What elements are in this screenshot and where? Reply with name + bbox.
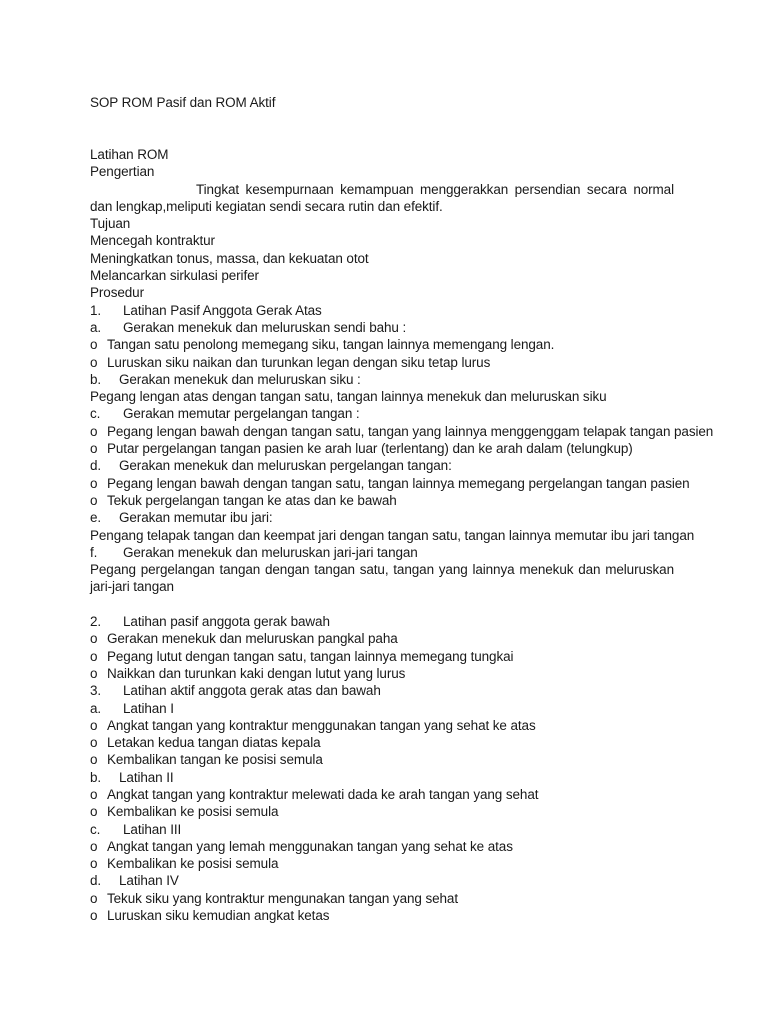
label-prosedur: Prosedur [90, 285, 144, 301]
section-1-heading: 1. Latihan Pasif Anggota Gerak Atas [90, 302, 322, 318]
subsection-e-heading: e. Gerakan memutar ibu jari: [90, 510, 273, 526]
section-3-heading: 3. Latihan aktif anggota gerak atas dan bawah [90, 683, 381, 699]
list-item: o Angkat tangan yang kontraktur melewati dada ke arah tangan yang sehat [90, 786, 539, 802]
list-item: o Tekuk pergelangan tangan ke atas dan ke bawah [90, 492, 397, 508]
list-item: o Kembalikan tangan ke posisi semula [90, 752, 323, 768]
paragraph-line: Pengang telapak tangan dan keempat jari dengan tangan satu, tangan lainnya memutar ibu jari tangan [90, 527, 695, 543]
subsection-c-heading: c. Latihan III [90, 821, 182, 837]
list-item: o Pegang lutut dengan tangan satu, tangan lainnya memegang tungkai [90, 648, 514, 664]
subsection-f-heading: f. Gerakan menekuk dan meluruskan jari-jari tangan [90, 544, 418, 560]
list-item: o Tangan satu penolong memegang siku, tangan lainnya memengang lengan. [90, 337, 555, 353]
heading-latihan-rom: Latihan ROM [90, 147, 169, 162]
label-tujuan: Tujuan [90, 216, 131, 232]
list-item: o Luruskan siku naikan dan turunkan legan dengan siku tetap lurus [90, 354, 491, 370]
subsection-b-heading: b. Gerakan menekuk dan meluruskan siku : [90, 371, 361, 387]
list-item: o Pegang lengan bawah dengan tangan satu, tangan yang lainnya menggenggam telapak tangan pasien [90, 423, 714, 439]
document-title: SOP ROM Pasif dan ROM Aktif [90, 95, 276, 110]
label-pengertian: Pengertian [90, 164, 155, 180]
list-item: o Tekuk siku yang kontraktur mengunakan tangan yang sehat [90, 890, 458, 906]
document-body [90, 146, 714, 924]
section-2-heading: 2. Latihan pasif anggota gerak bawah [90, 614, 330, 630]
list-item: o Angkat tangan yang kontraktur menggunakan tangan yang sehat ke atas [90, 717, 536, 733]
list-item: o Pegang lengan bawah dengan tangan satu, tangan lainnya memegang pergelangan tangan pasien [90, 475, 690, 491]
subsection-c-heading: c. Gerakan memutar pergelangan tangan : [90, 406, 360, 422]
tujuan-item: Mencegah kontraktur [90, 233, 215, 249]
tujuan-item: Melancarkan sirkulasi perifer [90, 268, 259, 284]
list-item: o Gerakan menekuk dan meluruskan pangkal paha [90, 631, 398, 647]
subsection-d-heading: d. Gerakan menekuk dan meluruskan pergelangan tangan: [90, 458, 452, 474]
list-item: o Kembalikan ke posisi semula [90, 856, 279, 872]
list-item: o Putar pergelangan tangan pasien ke arah luar (terlentang) dan ke arah dalam (telungkup) [90, 441, 633, 457]
list-item: o Luruskan siku kemudian angkat ketas [90, 908, 330, 924]
paragraph-line: Pegang lengan atas dengan tangan satu, tangan lainnya menekuk dan meluruskan siku [90, 389, 607, 405]
subsection-b-heading: b. Latihan II [90, 769, 174, 785]
list-item: o Letakan kedua tangan diatas kepala [90, 735, 321, 751]
paragraph-wrapped: Pegang pergelangan tangan dengan tangan satu, tangan yang lainnya menekuk dan meluruskan jari-jari tangan [90, 562, 674, 595]
blank-line [90, 596, 674, 613]
list-item: o Naikkan dan turunkan kaki dengan lutut yang lurus [90, 665, 406, 681]
tujuan-item: Meningkatkan tonus, massa, dan kekuatan otot [90, 250, 369, 266]
list-item: o Angkat tangan yang lemah menggunakan tangan yang sehat ke atas [90, 838, 513, 854]
subsection-d-heading: d. Latihan IV [90, 873, 179, 889]
subsection-a-heading: a. Latihan I [90, 700, 174, 716]
subsection-a-heading: a. Gerakan menekuk dan meluruskan sendi bahu : [90, 319, 407, 335]
list-item: o Kembalikan ke posisi semula [90, 804, 279, 820]
pengertian-paragraph [90, 181, 674, 216]
pengertian-text: Tingkat kesempurnaan kemampuan menggerakkan persendian secara normal dan lengkap,meliputi kegiatan sendi secara rutin dan efektif. [90, 181, 674, 214]
